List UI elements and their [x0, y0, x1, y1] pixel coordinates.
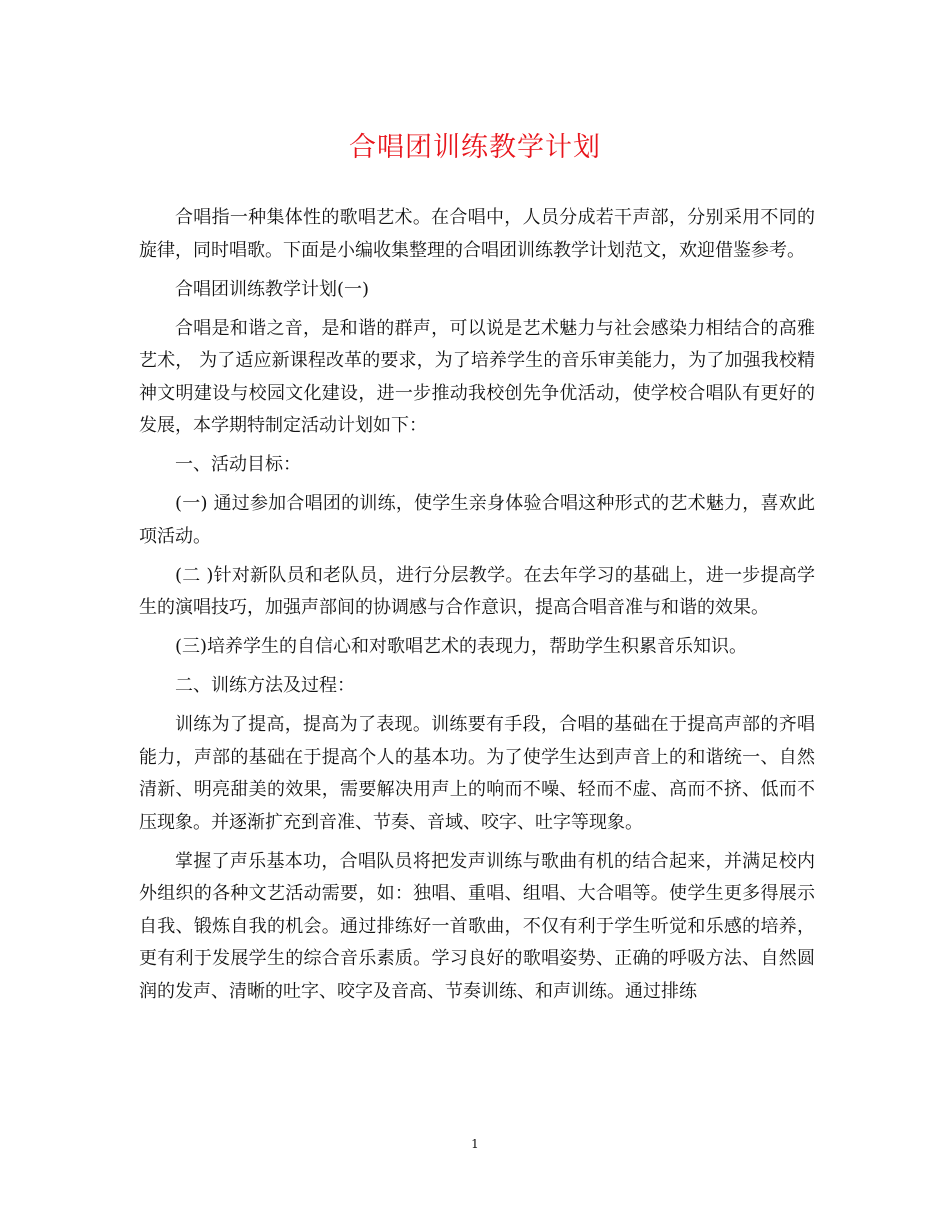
paragraph-methods-1: 训练为了提高，提高为了表现。训练要有手段，合唱的基础在于提高声部的齐唱能力，声部的基础在于提高个人的基本功。为了使学生达到声音上的和谐统一、自然清新、明亮甜美的效果，需要解决用声上的响而不噪、轻而不虚、高而不挤、低而不压现象。并逐渐扩充到音准、节奏、音域、咬字、吐字等现象。	[139, 714, 815, 833]
paragraph-goal-2: (二 )针对新队员和老队员，进行分层教学。在去年学习的基础上，进一步提高学生的演唱技巧，加强声部间的协调感与合作意识，提高合唱音准与和谐的效果。	[139, 564, 815, 618]
page-number: 1	[471, 1137, 479, 1151]
paragraph-plan-intro: 合唱是和谐之音，是和谐的群声，可以说是艺术魅力与社会感染力相结合的高雅艺术， 为了适应新课程改革的要求，为了培养学生的音乐审美能力，为了加强我校精神文明建设与校园文化建设，进一步推动我校创先争优活动，使学校合唱队有更好的发展，本学期特制定活动计划如下：	[139, 317, 815, 436]
section-heading-methods: 二、训练方法及过程：	[175, 675, 355, 696]
section-heading-goals: 一、活动目标：	[175, 454, 301, 475]
paragraph-intro: 合唱指一种集体性的歌唱艺术。在合唱中，人员分成若干声部，分别采用不同的旋律，同时唱歌。下面是小编收集整理的合唱团训练教学计划范文，欢迎借鉴参考。	[139, 207, 815, 261]
paragraph-goal-1: (一) 通过参加合唱团的训练，使学生亲身体验合唱这种形式的艺术魅力，喜欢此项活动。	[139, 493, 815, 547]
document-body	[139, 202, 815, 1015]
paragraph-methods-2: 掌握了声乐基本功，合唱队员将把发声训练与歌曲有机的结合起来，并满足校内外组织的各种文艺活动需要，如：独唱、重唱、组唱、大合唱等。使学生更多得展示自我、锻炼自我的机会。通过排练好一首歌曲，不仅有利于学生听觉和乐感的培养，更有利于发展学生的综合音乐素质。学习良好的歌唱姿势、正确的呼吸方法、自然圆润的发声、清晰的吐字、咬字及音高、节奏训练、和声训练。通过排练	[139, 850, 815, 1002]
document-title: 合唱团训练教学计划	[349, 132, 601, 163]
paragraph-goal-3: (三)培养学生的自信心和对歌唱艺术的表现力，帮助学生积累音乐知识。	[175, 636, 748, 657]
paragraph-plan-heading: 合唱团训练教学计划(一)	[175, 278, 370, 300]
